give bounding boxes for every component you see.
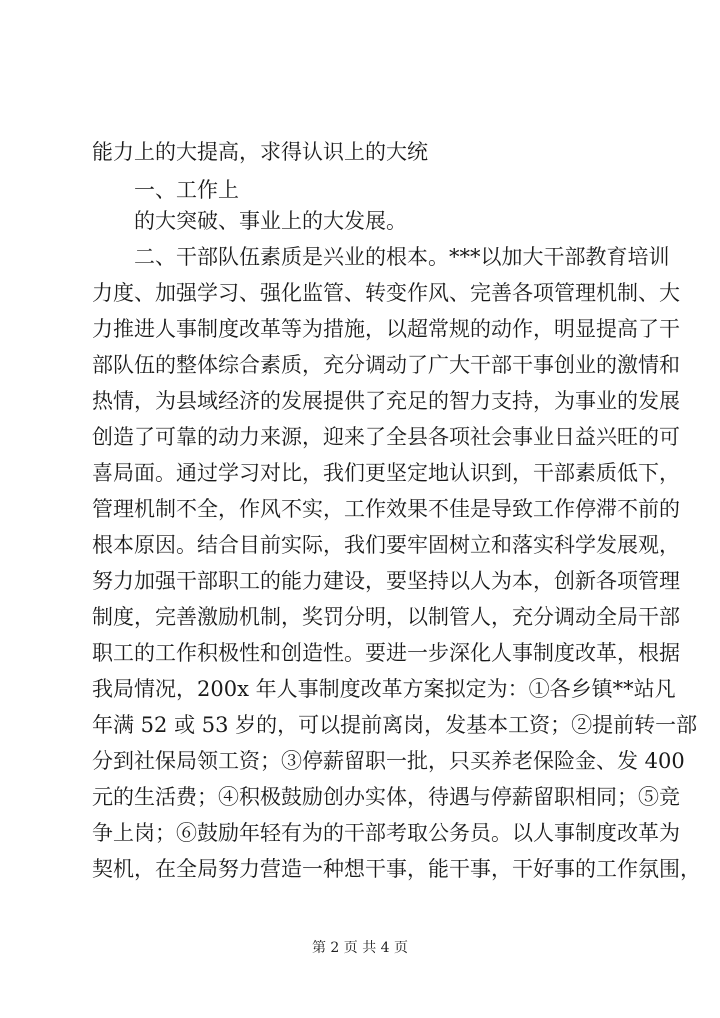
text-line: 契机，在全局努力营造一种想干事，能干事，干好事的工作氛围， [92, 857, 701, 881]
text-line: 能力上的大提高，求得认识上的大统 [92, 140, 428, 164]
text-line: 力推进人事制度改革等为措施，以超常规的动作，明显提高了干 [92, 317, 680, 341]
text-line: 元的生活费；④积极鼓励创办实体，待遇与停薪留职相同；⑤竞 [92, 785, 680, 809]
text-line: 热情，为县域经济的发展提供了充足的智力支持，为事业的发展 [92, 389, 680, 413]
text-line: 管理机制不全，作风不实，工作效果不佳是导致工作停滞不前的 [92, 497, 680, 521]
text-line: 我局情况，200x 年人事制度改革方案拟定为：①各乡镇**站凡 [92, 677, 676, 701]
text-line: 努力加强干部职工的能力建设，要坚持以人为本，创新各项管理 [92, 569, 680, 593]
page-number-footer: 第 2 页 共 4 页 [311, 940, 409, 956]
text-line: 创造了可靠的动力来源，迎来了全县各项社会事业日益兴旺的可 [92, 425, 680, 449]
text-line: 部队伍的整体综合素质，充分调动了广大干部干事创业的激情和 [92, 353, 680, 377]
text-line: 年满 52 或 53 岁的，可以提前离岗，发基本工资；②提前转一部 [92, 713, 698, 737]
paragraph-first-line: 二、干部队伍素质是兴业的根本。***以加大干部教育培训 [134, 245, 670, 269]
text-line: 职工的工作积极性和创造性。要进一步深化人事制度改革，根据 [92, 641, 680, 665]
text-line: 的大突破、事业上的大发展。 [134, 209, 407, 233]
text-line: 喜局面。通过学习对比，我们更坚定地认识到，干部素质低下， [92, 461, 680, 485]
text-line: 根本原因。结合目前实际，我们要牢固树立和落实科学发展观， [92, 533, 680, 557]
text-line: 制度，完善激励机制，奖罚分明，以制管人，充分调动全局干部 [92, 605, 680, 629]
section-heading: 一、工作上 [134, 178, 239, 202]
text-line: 力度、加强学习、强化监管、转变作风、完善各项管理机制、大 [92, 281, 680, 305]
text-line: 争上岗；⑥鼓励年轻有为的干部考取公务员。以人事制度改革为 [92, 821, 680, 845]
text-line: 分到社保局领工资；③停薪留职一批，只买养老保险金、发 400 [92, 749, 685, 773]
